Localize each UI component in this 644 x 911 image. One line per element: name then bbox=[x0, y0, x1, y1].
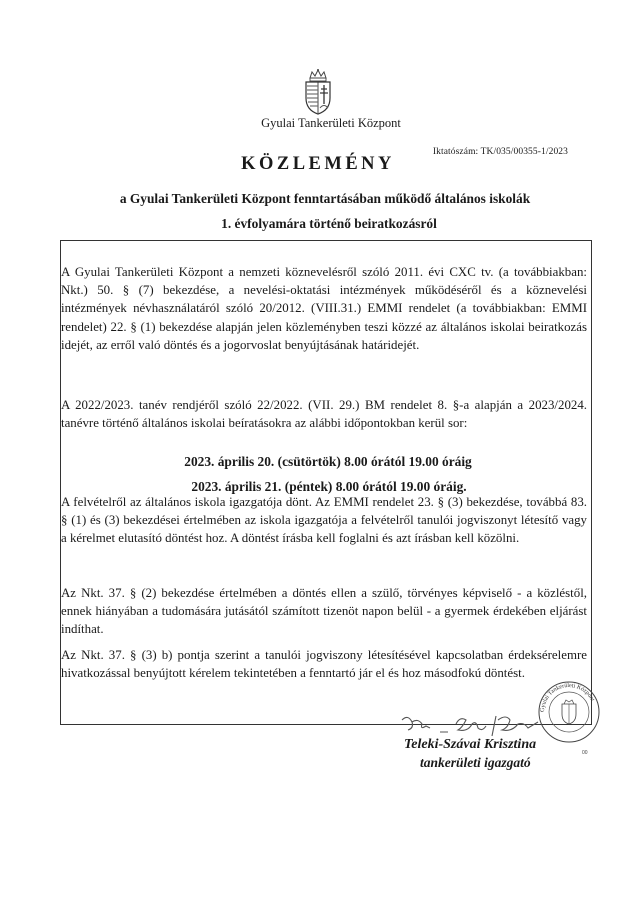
hungarian-coat-of-arms-icon bbox=[298, 68, 338, 116]
official-round-stamp-icon bbox=[536, 678, 602, 758]
document-title: KÖZLEMÉNY bbox=[241, 154, 395, 174]
paragraph-admission-decision: A felvételről az általános iskola igazgatója dönt. Az EMMI rendelet 23. § (3) bekezdése, továbbá 83. § (1) és (3) bekezdései értelmében az iskola igazgatója a felvételről tanulói jogviszonyt létesítő vagy a kérelmet elutasító döntést hoz. A döntést írásba kell foglalni és azt írásban kell közölni. bbox=[61, 495, 587, 546]
registration-number: Iktatószám: TK/035/00355-1/2023 bbox=[432, 147, 568, 157]
paragraph-legal-basis: A Gyulai Tankerületi Központ a nemzeti köznevelésről szóló 2011. évi CXC tv. (a továbbiakban: Nkt.) 50. § (7) bekezdése, a nevelési-oktatási intézmények működéséről és a köznevelési intézmények névhasználatáról szóló 20/2012. (VIII.31.) EMMI rendelet (a továbbiakban: EMMI rendelet) 22. § (1) bekezdése alapján jelen közleményben teszi közzé az általános iskolai beiratkozás idejét, az erről való döntés és a jogorvoslat benyújtásának határidejét. bbox=[61, 265, 587, 352]
paragraph-enrollment-schedule: A 2022/2023. tanév rendjéről szóló 22/2022. (VII. 29.) BM rendelet 8. §-a alapján a 2023/2024. tanévre történő általános iskolai beíratásokra az alábbi időpontokban kerül sor: bbox=[61, 398, 587, 431]
subtitle-line-2: 1. évfolyamára történő beiratkozásról bbox=[221, 216, 437, 231]
enrollment-date-2: 2023. április 21. (péntek) 8.00 órától 19.00 óráig. bbox=[191, 479, 467, 494]
paragraph-second-instance: Az Nkt. 37. § (3) b) pontja szerint a tanulói jogviszony létesítésével kapcsolatban érdeksérelemre hivatkozással benyújtott kérelem tekintetében a fenntartó jár el és hoz másodfokú döntést. bbox=[61, 648, 587, 681]
signer-title: tankerületi igazgató bbox=[420, 755, 531, 770]
paragraph-appeal: Az Nkt. 37. § (2) bekezdése értelmében a döntés ellen a szülő, törvényes képviselő - a közléstől, ennek hiányában a tudomására jutásától számított tizenöt napon belül - a gyermek érdekében eljárást indíthat. bbox=[61, 586, 587, 637]
organization-name: Gyulai Tankerületi Központ bbox=[261, 116, 401, 130]
signer-name: Teleki-Szávai Krisztina bbox=[404, 737, 537, 752]
svg-text:00: 00 bbox=[582, 750, 588, 756]
enrollment-date-1: 2023. április 20. (csütörtök) 8.00 órától 19.00 óráig bbox=[184, 454, 472, 469]
svg-text:Gyulai Tankerületi Központ: Gyulai Tankerületi Központ bbox=[539, 682, 596, 713]
subtitle-line-1: a Gyulai Tankerületi Központ fenntartásában működő általános iskolák bbox=[119, 191, 531, 206]
